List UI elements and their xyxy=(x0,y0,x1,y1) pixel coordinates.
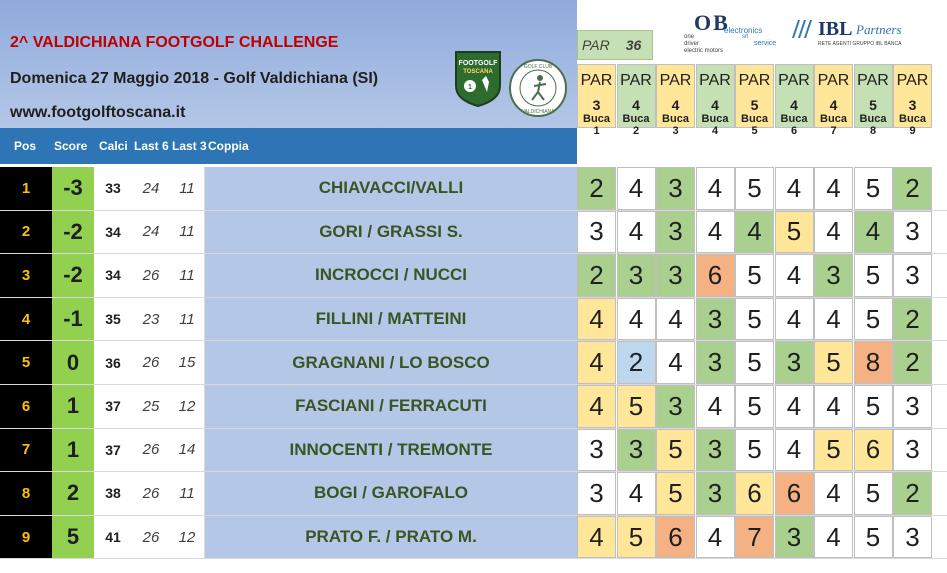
row-coppia: INCROCCI / NUCCI xyxy=(204,254,577,297)
row-calci: 38 xyxy=(94,472,132,515)
hole-number xyxy=(894,113,931,137)
hole-score-5: 5 xyxy=(735,385,774,428)
row-last3: 11 xyxy=(170,298,204,341)
hole-par-value: 5 xyxy=(750,97,759,113)
col-score: Score xyxy=(54,139,88,153)
hole-score-2: 4 xyxy=(617,472,656,515)
hole-score-9: 3 xyxy=(893,211,932,254)
hole-score-8: 5 xyxy=(854,167,893,210)
hole-header-5 xyxy=(735,64,774,137)
ob-line1: one xyxy=(684,34,695,40)
hole-score-4: 3 xyxy=(696,472,735,515)
svg-text:VALDICHIANA: VALDICHIANA xyxy=(521,109,555,115)
row-pos: 1 xyxy=(0,167,52,210)
hole-score-6: 4 xyxy=(775,167,814,210)
hole-score-2: 3 xyxy=(617,429,656,472)
hole-score-8: 5 xyxy=(854,472,893,515)
row-last3: 15 xyxy=(170,341,204,384)
hole-score-9: 2 xyxy=(893,298,932,341)
ob-line3: electric motors xyxy=(684,48,724,54)
row-pos: 4 xyxy=(0,298,52,341)
hole-score-3: 3 xyxy=(656,254,695,297)
hole-par-label: PAR xyxy=(580,72,613,89)
hole-score-5: 5 xyxy=(735,341,774,384)
row-last3: 11 xyxy=(170,472,204,515)
hole-buca-label: Buca xyxy=(820,113,847,125)
hole-score-7: 5 xyxy=(814,429,853,472)
hole-buca-label: Buca xyxy=(583,113,610,125)
hole-score-6: 4 xyxy=(775,385,814,428)
hole-score-7: 4 xyxy=(814,472,853,515)
hole-score-8: 8 xyxy=(854,341,893,384)
row-pos: 2 xyxy=(0,211,52,254)
hole-par-value: 4 xyxy=(632,97,640,113)
hole-score-1: 3 xyxy=(577,472,616,515)
row-score: 1 xyxy=(52,429,94,472)
hole-buca-label: Buca xyxy=(622,113,650,125)
svg-text:TOSCANA: TOSCANA xyxy=(463,69,493,75)
par-total-label: PAR xyxy=(582,37,610,53)
row-last6: 26 xyxy=(132,472,170,515)
hole-number xyxy=(578,113,615,137)
hole-par-value: 3 xyxy=(908,97,917,113)
hole-header-9 xyxy=(893,64,932,137)
ob-line2: driver xyxy=(684,41,700,47)
hole-score-7: 5 xyxy=(814,341,853,384)
par-total-value: 36 xyxy=(625,37,642,53)
hole-par-value: 5 xyxy=(869,97,877,113)
hole-par-label: PAR xyxy=(620,72,652,89)
row-score: -1 xyxy=(52,298,94,341)
sponsor-ibl-logo xyxy=(790,16,935,52)
hole-par-value: 4 xyxy=(790,97,798,113)
hole-score-4: 4 xyxy=(696,516,735,559)
row-coppia: CHIAVACCI/VALLI xyxy=(204,167,577,210)
hole-score-7: 3 xyxy=(814,254,853,297)
row-last6: 26 xyxy=(132,254,170,297)
row-coppia: BOGI / GAROFALO xyxy=(204,472,577,515)
ob-sub2: srl xyxy=(742,34,749,40)
hole-header-4 xyxy=(696,64,735,137)
row-calci: 35 xyxy=(94,298,132,341)
hole-header-7 xyxy=(814,64,853,137)
hole-score-9: 2 xyxy=(893,341,932,384)
hole-score-8: 5 xyxy=(854,385,893,428)
hole-buca-label: Buca xyxy=(741,113,768,125)
hole-score-1: 2 xyxy=(577,167,616,210)
hole-score-5: 6 xyxy=(735,472,774,515)
hole-score-5: 4 xyxy=(735,211,774,254)
hole-score-2: 2 xyxy=(617,341,656,384)
hole-score-1: 4 xyxy=(577,341,616,384)
hole-number xyxy=(855,113,892,137)
row-score: 5 xyxy=(52,516,94,559)
hole-score-1: 4 xyxy=(577,516,616,559)
row-calci: 33 xyxy=(94,167,132,210)
col-last3: Last 3 xyxy=(172,139,207,153)
event-title: 2^ VALDICHIANA FOOTGOLF CHALLENGE xyxy=(10,34,339,51)
hole-score-7: 4 xyxy=(814,167,853,210)
hole-par-label: PAR xyxy=(778,72,810,89)
hole-score-2: 4 xyxy=(617,298,656,341)
sponsor-ob-logo xyxy=(680,6,785,62)
hole-score-3: 3 xyxy=(656,167,695,210)
row-last6: 26 xyxy=(132,516,170,559)
hole-number xyxy=(815,113,852,137)
row-score: 0 xyxy=(52,341,94,384)
hole-header-6 xyxy=(775,64,814,137)
row-score: -2 xyxy=(52,254,94,297)
hole-score-5: 5 xyxy=(735,254,774,297)
hole-buca-label: Buca xyxy=(780,113,808,125)
row-last6: 25 xyxy=(132,385,170,428)
row-last3: 14 xyxy=(170,429,204,472)
hole-score-7: 4 xyxy=(814,298,853,341)
row-pos: 6 xyxy=(0,385,52,428)
hole-buca-label: Buca xyxy=(859,113,887,125)
hole-number xyxy=(618,113,655,137)
hole-score-1: 3 xyxy=(577,211,616,254)
hole-score-6: 6 xyxy=(775,472,814,515)
hole-par-value: 4 xyxy=(671,97,680,113)
row-last6: 26 xyxy=(132,341,170,384)
row-last3: 11 xyxy=(170,167,204,210)
hole-score-4: 6 xyxy=(696,254,735,297)
row-score: -3 xyxy=(52,167,94,210)
hole-num: 8 xyxy=(869,125,877,137)
hole-score-2: 4 xyxy=(617,167,656,210)
hole-score-3: 6 xyxy=(656,516,695,559)
hole-score-1: 2 xyxy=(577,254,616,297)
hole-score-3: 4 xyxy=(656,298,695,341)
hole-score-6: 4 xyxy=(775,298,814,341)
hole-score-4: 4 xyxy=(696,167,735,210)
ob-sub1: electronics xyxy=(724,26,763,35)
ob-lines xyxy=(684,34,723,55)
col-pos: Pos xyxy=(14,139,37,153)
row-coppia: FILLINI / MATTEINI xyxy=(204,298,577,341)
hole-score-3: 5 xyxy=(656,429,695,472)
row-calci: 34 xyxy=(94,211,132,254)
hole-header-8 xyxy=(854,64,893,137)
hole-par-label: PAR xyxy=(699,72,731,89)
hole-score-9: 3 xyxy=(893,516,932,559)
hole-score-3: 3 xyxy=(656,211,695,254)
row-last6: 24 xyxy=(132,167,170,210)
website-link[interactable]: www.footgolftoscana.it xyxy=(10,104,186,121)
hole-par-label: PAR xyxy=(817,72,850,89)
ibl-mark-icon xyxy=(790,18,816,40)
row-pos: 7 xyxy=(0,429,52,472)
row-score: 2 xyxy=(52,472,94,515)
row-calci: 37 xyxy=(94,429,132,472)
hole-score-9: 3 xyxy=(893,254,932,297)
hole-par-label: PAR xyxy=(857,72,889,89)
hole-score-6: 4 xyxy=(775,254,814,297)
row-last6: 23 xyxy=(132,298,170,341)
hole-score-8: 5 xyxy=(854,254,893,297)
col-coppia: Coppia xyxy=(208,139,249,153)
hole-par-value: 4 xyxy=(829,97,838,113)
hole-score-3: 3 xyxy=(656,385,695,428)
row-calci: 41 xyxy=(94,516,132,559)
row-coppia: GRAGNANI / LO BOSCO xyxy=(204,341,577,384)
row-pos: 3 xyxy=(0,254,52,297)
row-coppia: PRATO F. / PRATO M. xyxy=(204,516,577,559)
event-date: Domenica 27 Maggio 2018 - Golf Valdichiana (SI) xyxy=(10,70,379,87)
hole-score-5: 7 xyxy=(735,516,774,559)
hole-score-5: 5 xyxy=(735,167,774,210)
hole-score-9: 3 xyxy=(893,429,932,472)
col-calci: Calci xyxy=(99,139,128,153)
hole-score-3: 4 xyxy=(656,341,695,384)
ibl-partners: Partners xyxy=(856,22,902,37)
hole-num: 7 xyxy=(830,125,837,137)
hole-score-8: 4 xyxy=(854,211,893,254)
hole-num: 4 xyxy=(711,125,719,137)
hole-num: 3 xyxy=(672,125,679,137)
hole-par-label: PAR xyxy=(738,72,771,89)
row-last3: 11 xyxy=(170,211,204,254)
hole-score-1: 4 xyxy=(577,298,616,341)
hole-score-4: 3 xyxy=(696,341,735,384)
hole-score-2: 5 xyxy=(617,516,656,559)
hole-num: 5 xyxy=(751,125,758,137)
hole-score-6: 3 xyxy=(775,341,814,384)
row-score: 1 xyxy=(52,385,94,428)
hole-score-7: 4 xyxy=(814,516,853,559)
svg-text:FOOTGOLF: FOOTGOLF xyxy=(458,60,498,67)
hole-score-5: 5 xyxy=(735,429,774,472)
hole-score-7: 4 xyxy=(814,211,853,254)
ibl-sub: RETE AGENTI GRUPPO IBL BANCA xyxy=(818,41,902,47)
row-calci: 34 xyxy=(94,254,132,297)
hole-score-1: 3 xyxy=(577,429,616,472)
hole-num: 1 xyxy=(593,125,600,137)
hole-score-5: 5 xyxy=(735,298,774,341)
svg-text:1: 1 xyxy=(468,84,472,91)
hole-header-2 xyxy=(617,64,656,137)
row-coppia: INNOCENTI / TREMONTE xyxy=(204,429,577,472)
hole-score-6: 4 xyxy=(775,429,814,472)
ob-title: OB xyxy=(694,10,730,35)
hole-score-1: 4 xyxy=(577,385,616,428)
footgolf-toscana-logo xyxy=(452,50,504,108)
hole-score-2: 3 xyxy=(617,254,656,297)
hole-num: 2 xyxy=(632,125,640,137)
hole-score-2: 5 xyxy=(617,385,656,428)
hole-par-value: 3 xyxy=(592,97,601,113)
par-total xyxy=(577,30,653,60)
hole-num: 9 xyxy=(909,125,916,137)
hole-score-8: 6 xyxy=(854,429,893,472)
row-last3: 12 xyxy=(170,516,204,559)
row-calci: 36 xyxy=(94,341,132,384)
row-pos: 8 xyxy=(0,472,52,515)
hole-number xyxy=(657,113,694,137)
hole-score-6: 5 xyxy=(775,211,814,254)
hole-score-9: 3 xyxy=(893,385,932,428)
golf-club-valdichiana-logo xyxy=(508,58,568,118)
hole-number xyxy=(776,113,813,137)
row-pos: 5 xyxy=(0,341,52,384)
ob-sub3: service xyxy=(754,40,777,47)
row-separator xyxy=(0,558,947,559)
hole-score-8: 5 xyxy=(854,298,893,341)
row-calci: 37 xyxy=(94,385,132,428)
hole-par-label: PAR xyxy=(659,72,692,89)
col-last6: Last 6 xyxy=(134,139,169,153)
row-last3: 11 xyxy=(170,254,204,297)
hole-score-8: 5 xyxy=(854,516,893,559)
hole-num: 6 xyxy=(790,125,798,137)
hole-buca-label: Buca xyxy=(701,113,729,125)
hole-score-4: 3 xyxy=(696,429,735,472)
row-pos: 9 xyxy=(0,516,52,559)
row-last3: 12 xyxy=(170,385,204,428)
hole-score-9: 2 xyxy=(893,167,932,210)
row-last6: 24 xyxy=(132,211,170,254)
hole-header-3 xyxy=(656,64,695,137)
hole-score-4: 3 xyxy=(696,298,735,341)
hole-score-4: 4 xyxy=(696,211,735,254)
row-coppia: FASCIANI / FERRACUTI xyxy=(204,385,577,428)
hole-score-3: 5 xyxy=(656,472,695,515)
hole-header-1 xyxy=(577,64,616,137)
hole-score-9: 2 xyxy=(893,472,932,515)
hole-buca-label: Buca xyxy=(662,113,689,125)
row-coppia: GORI / GRASSI S. xyxy=(204,211,577,254)
hole-par-value: 4 xyxy=(711,97,719,113)
hole-par-label: PAR xyxy=(896,72,929,89)
hole-score-4: 4 xyxy=(696,385,735,428)
row-last6: 26 xyxy=(132,429,170,472)
svg-text:GOLF CLUB: GOLF CLUB xyxy=(523,64,553,70)
hole-score-7: 4 xyxy=(814,385,853,428)
row-score: -2 xyxy=(52,211,94,254)
hole-score-2: 4 xyxy=(617,211,656,254)
hole-score-6: 3 xyxy=(775,516,814,559)
hole-buca-label: Buca xyxy=(899,113,926,125)
hole-number xyxy=(736,113,773,137)
hole-number xyxy=(697,113,734,137)
ibl-text: IBL xyxy=(818,18,853,40)
